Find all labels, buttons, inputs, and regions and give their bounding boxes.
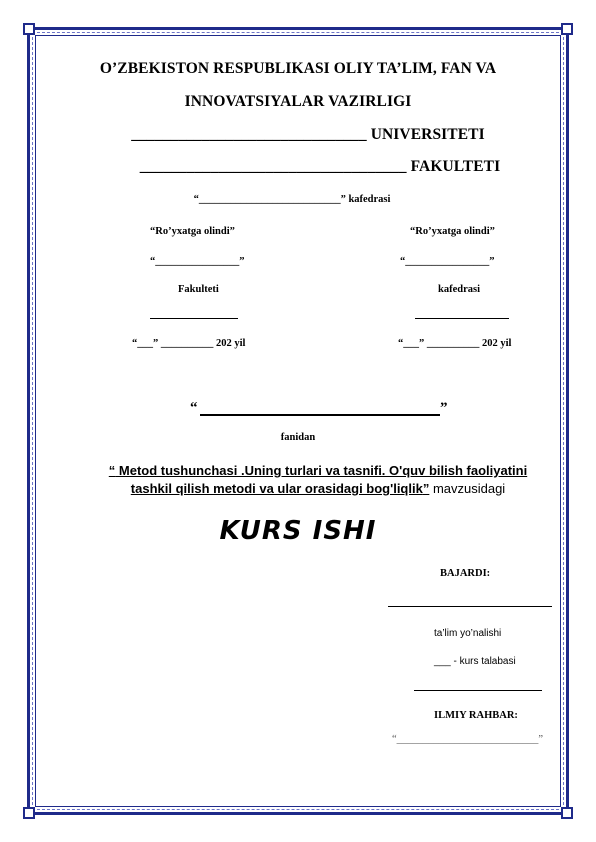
subject-close-quote: ”	[440, 400, 448, 416]
direction-label: ta’lim yo’nalishi	[434, 628, 502, 639]
subject-open-quote: “	[190, 400, 198, 416]
left-signature-line	[150, 318, 238, 319]
border-corner	[23, 23, 35, 35]
course-label: ___ - kurs talabasi	[434, 656, 516, 667]
topic-paragraph	[88, 462, 548, 498]
topic-title: Metod tushunchasi .Uning turlari va tasnifi. O'quv bilish faoliyatini tashkil qilish metodi va ular orasidagi bog'liqlik	[115, 463, 528, 496]
border-corner	[561, 807, 573, 819]
work-type-title: KURS ISHI	[219, 516, 377, 546]
right-signature-line	[415, 318, 509, 319]
topic-suffix: mavzusidagi	[429, 481, 506, 496]
right-registered: “Ro’yxatga olindi”	[410, 226, 495, 237]
border-corner	[561, 23, 573, 35]
performer-name-line	[388, 606, 552, 607]
department-line: “___________________________” kafedrasi	[193, 194, 391, 205]
supervisor-blank: “___________________________”	[392, 734, 544, 745]
topic-quote-open: “	[108, 463, 116, 478]
supervisor-label: ILMIY RAHBAR:	[434, 710, 518, 721]
left-registered: “Ro’yxatga olindi”	[150, 226, 235, 237]
ministry-line-2: INNOVATSIYALAR VAZIRLIGI	[184, 93, 412, 110]
university-line: ______________________________ UNIVERSITETI	[131, 126, 485, 143]
border-corner	[23, 807, 35, 819]
subject-label: fanidan	[280, 432, 316, 443]
performer-label: BAJARDI:	[440, 568, 491, 579]
ministry-line-1: O’ZBEKISTON RESPUBLIKASI OLIY TA’LIM, FAN VA	[99, 60, 497, 77]
page-border-inner	[35, 35, 561, 807]
left-date: “___” __________ 202 yil	[132, 338, 246, 349]
course-line	[414, 690, 542, 691]
left-blank: “________________”	[150, 256, 245, 267]
subject-blank-line	[200, 414, 440, 416]
right-date: “___” __________ 202 yil	[398, 338, 512, 349]
topic-quote-close: ”	[422, 481, 430, 496]
right-unit: kafedrasi	[438, 284, 480, 295]
right-blank: “________________”	[400, 256, 495, 267]
faculty-line: __________________________________ FAKULTETI	[139, 158, 501, 175]
left-unit: Fakulteti	[178, 284, 219, 295]
